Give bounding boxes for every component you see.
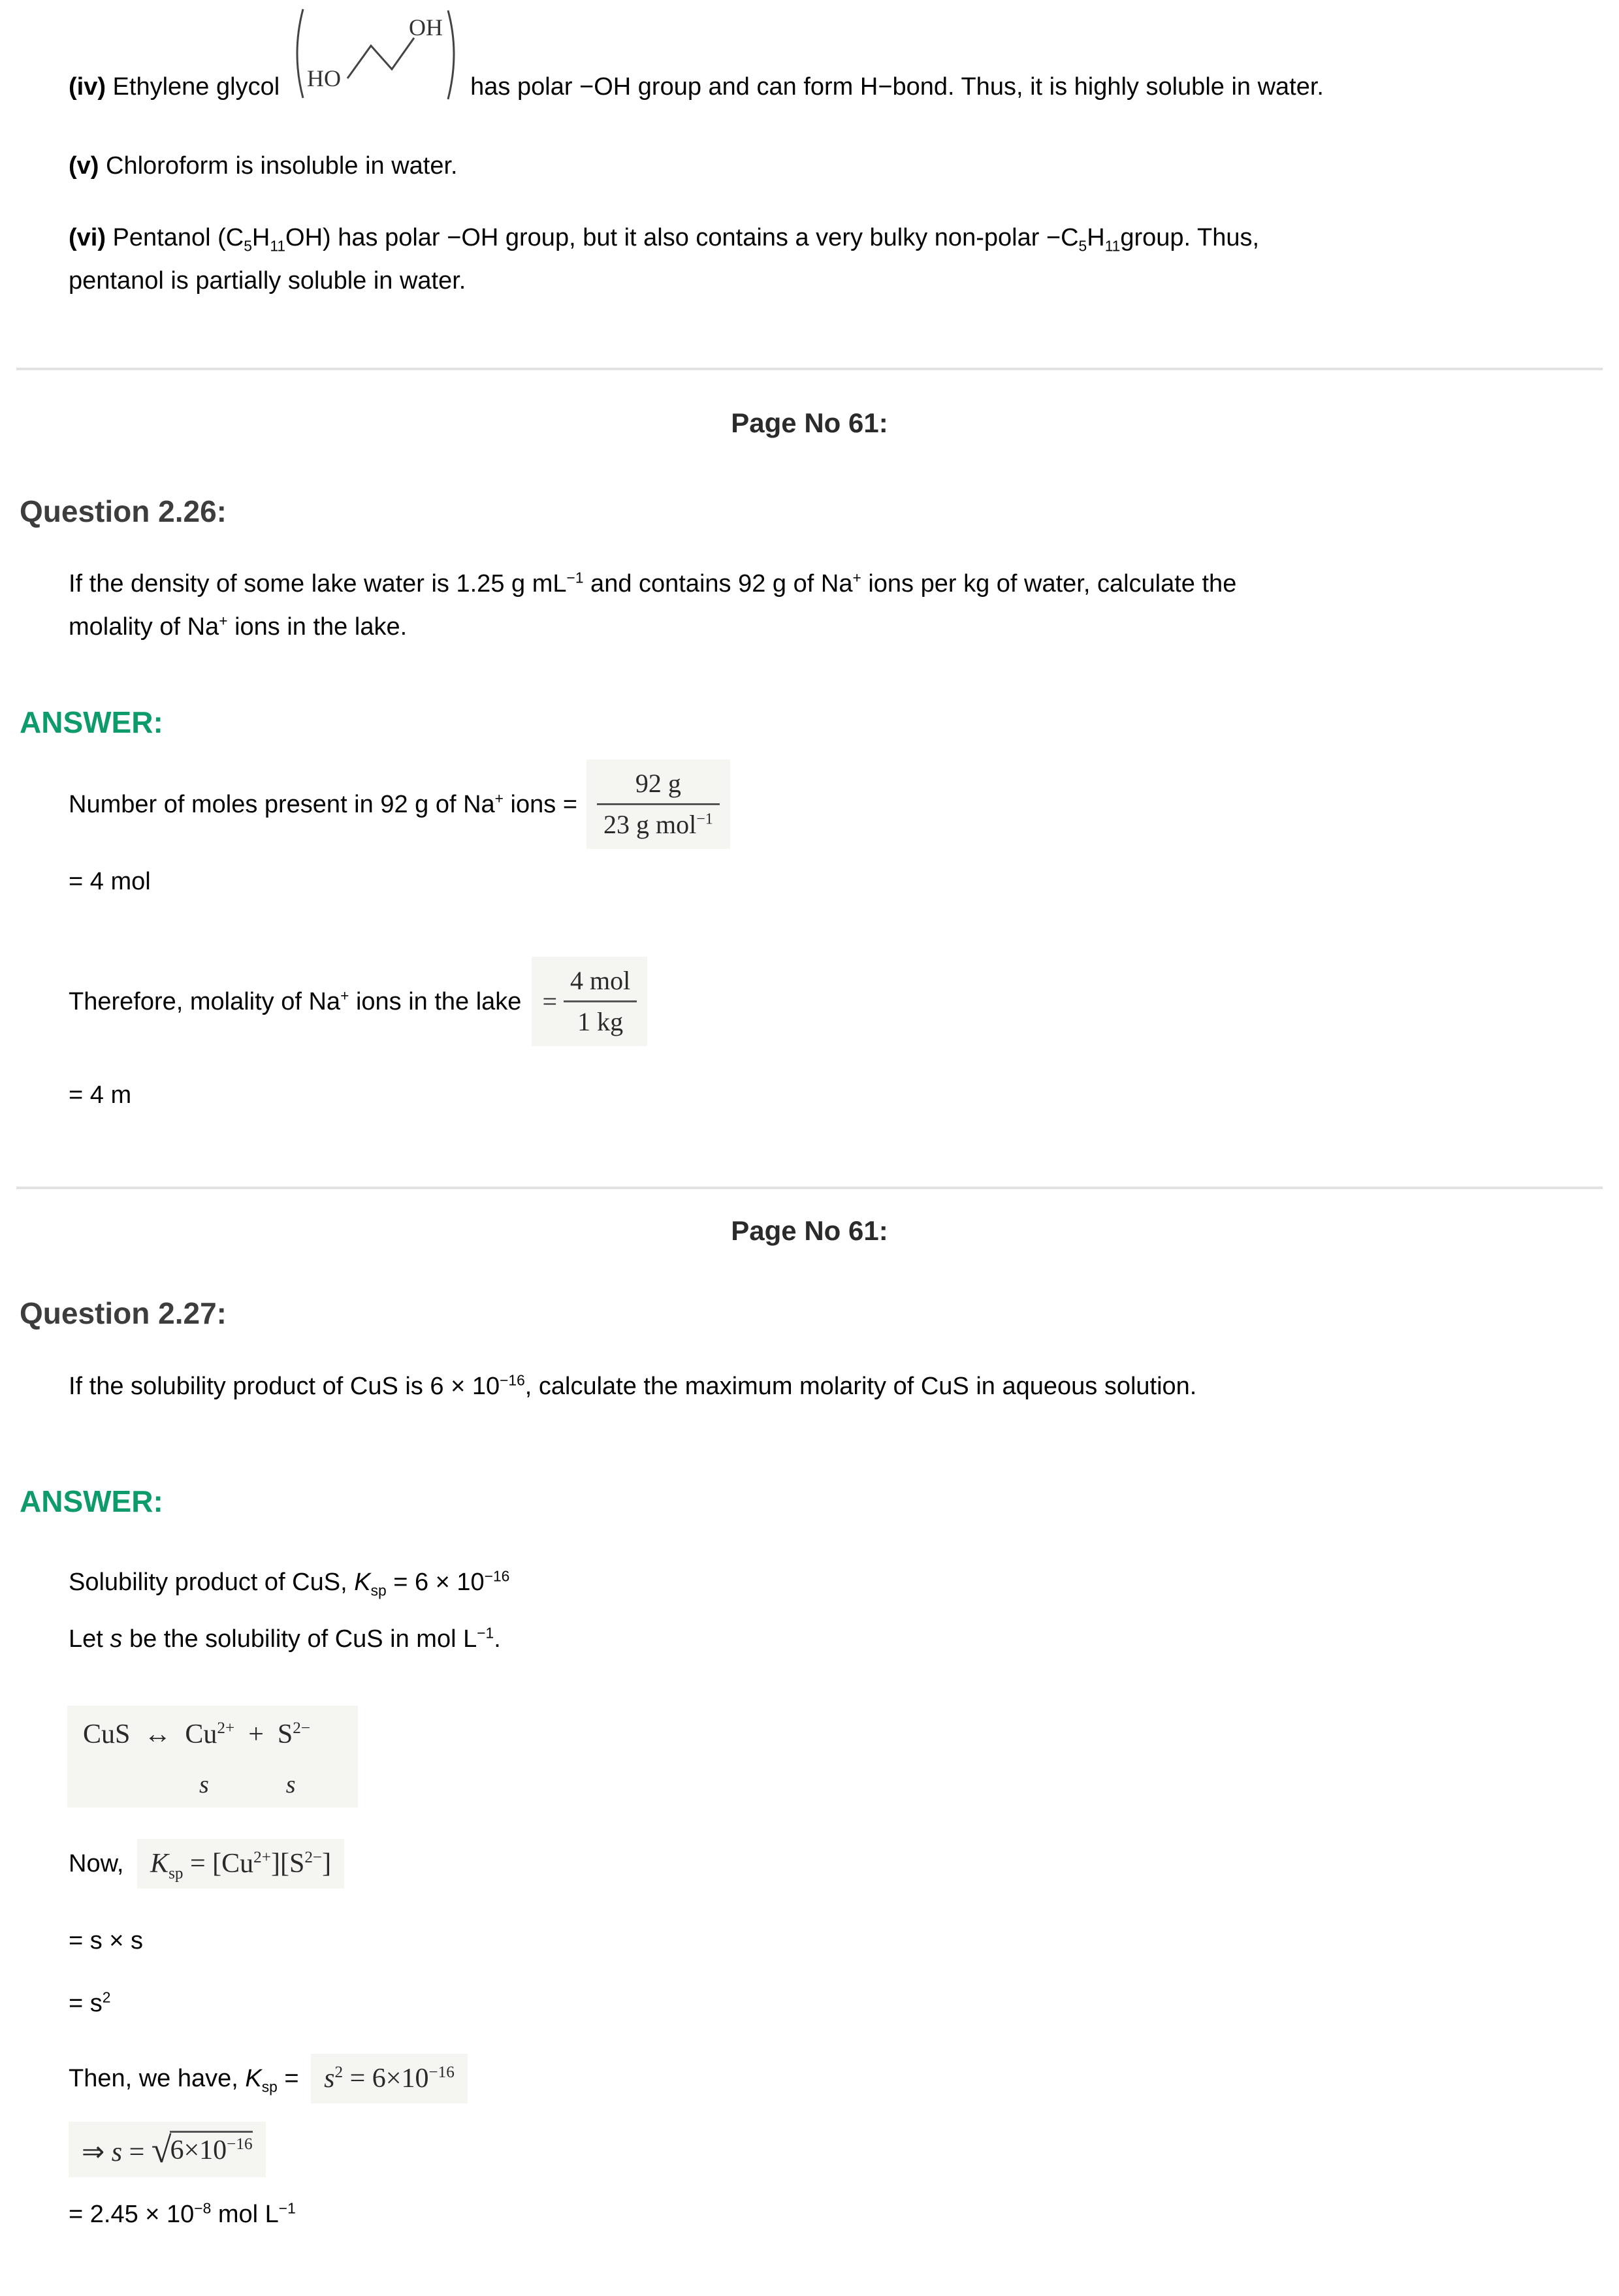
s-squared-equals-image: $s^2 = 6\times 10^{-16}$	[311, 2054, 468, 2103]
fraction-4mol-over-1kg	[564, 965, 637, 1038]
square-root-line	[69, 2122, 1619, 2177]
radicand: $6\times 10^{-16}$	[170, 2131, 252, 2166]
moles-calculation-text: Number of moles present in 92 g of Na+ ions =	[69, 789, 578, 818]
question-2-27-text: If the solubility product of CuS is $6 \times 10^{-16}$, calculate the maximum molarity of CuS in aqueous solution.	[69, 1371, 1197, 1400]
molality-calculation-text: Therefore, molality of Na+ ions in the lake	[69, 986, 522, 1015]
left-parenthesis-shape	[297, 9, 303, 98]
now-prefix: Now,	[69, 1850, 131, 1877]
s-under-s: s	[285, 1771, 296, 1798]
answer-heading: ANSWER:	[20, 705, 163, 739]
square-root-image	[69, 2122, 266, 2177]
fraction-denominator: 23 g mol$^{-1}$	[603, 810, 713, 839]
s-times-s-line: = s × s	[69, 1927, 144, 1954]
ksp-expression-line	[69, 1839, 1619, 1889]
fraction-numerator: 92 g	[635, 769, 681, 798]
solubility-product-line: Solubility product of CuS, $K_{sp} = 6 \times 10^{-16}$	[69, 1567, 510, 1599]
page-number-heading: Page No 61:	[731, 407, 888, 438]
final-result-line: = $2.45 \times 10^{-8}$ mol $L^{-1}$	[69, 2199, 296, 2228]
let-s-line: Let s be the solubility of CuS in mol $L^{-1}$.	[69, 1624, 501, 1653]
ksp-expression-image: $K_{sp} = [Cu^{2+}][S^{2-}]$	[137, 1839, 344, 1889]
point-v-line: (v) Chloroform is insoluble in water.	[69, 152, 458, 180]
point-iv-suffix: has polar −OH group and can form H−bond. Thus, it is highly soluble in water.	[470, 73, 1324, 101]
oh-label: OH	[409, 14, 443, 40]
cus-equation-line: CuS ↔ $Cu^{2+} + S^{2-}$	[83, 1719, 311, 1749]
fraction-bar	[597, 803, 720, 805]
ethylene-glycol-structure-drawing	[286, 5, 464, 102]
cus-s-values-row	[83, 1772, 342, 1797]
s-squared-line: = $s^2$	[69, 1988, 111, 2017]
question-2-26-text-line2: molality of Na+ ions in the lake.	[69, 612, 408, 641]
fraction-denominator: 1 kg	[577, 1007, 624, 1036]
cus-dissociation-equation-image	[67, 1706, 358, 1808]
moles-calculation-line	[69, 759, 1619, 849]
point-vi-line2: pentanol is partially soluble in water.	[69, 267, 466, 295]
document-page	[0, 5, 1619, 2296]
carbon-chain-bond-lines	[347, 38, 414, 78]
ho-label: HO	[307, 65, 342, 91]
question-2-26-text-line1: If the density of some lake water is 1.25 g $mL^{-1}$ and contains 92 g of Na+ ions per kg of water, calculate the	[69, 569, 1237, 598]
answer-heading: ANSWER:	[20, 1484, 163, 1518]
section-divider	[16, 1187, 1603, 1189]
section-divider	[16, 368, 1603, 370]
molality-calculation-line	[69, 957, 1619, 1046]
moles-fraction-image	[586, 759, 730, 849]
point-iv-line	[69, 5, 1593, 105]
result-4-mol: = 4 mol	[69, 868, 151, 895]
point-vi-paragraph	[0, 216, 1593, 302]
molality-fraction-image	[532, 957, 647, 1046]
question-2-26-text	[0, 562, 1619, 648]
then-we-have-line	[69, 2054, 1619, 2103]
result-4-m: = 4 m	[69, 1081, 132, 1109]
page-number-heading: Page No 61:	[731, 1215, 888, 1246]
ethylene-glycol-structure	[286, 5, 464, 105]
fraction-numerator: 4 mol	[570, 966, 631, 995]
right-parenthesis-shape	[448, 10, 454, 99]
point-vi-line1: (vi) Pentanol $(C_5H_{11}OH)$ has polar −OH group, but it also contains a very bulky non-polar $-C_5H_{11}group$. Thus,	[69, 224, 1260, 255]
sqrt-prefix: ⇒ s =	[82, 2137, 152, 2167]
radical-sign: √	[151, 2130, 172, 2171]
s-under-cu: s	[199, 1771, 209, 1798]
radical-expression	[151, 2130, 253, 2171]
question-2-27-heading: Question 2.27:	[20, 1296, 227, 1330]
fraction-92g-over-23gmol	[597, 767, 720, 841]
point-iv-prefix: (iv) Ethylene glycol	[69, 73, 280, 101]
fraction-bar	[564, 1000, 637, 1002]
question-2-26-heading: Question 2.26:	[20, 494, 227, 528]
equals-sign: =	[542, 987, 558, 1016]
then-prefix: Then, we have, $K_{sp}$ =	[69, 2065, 306, 2096]
